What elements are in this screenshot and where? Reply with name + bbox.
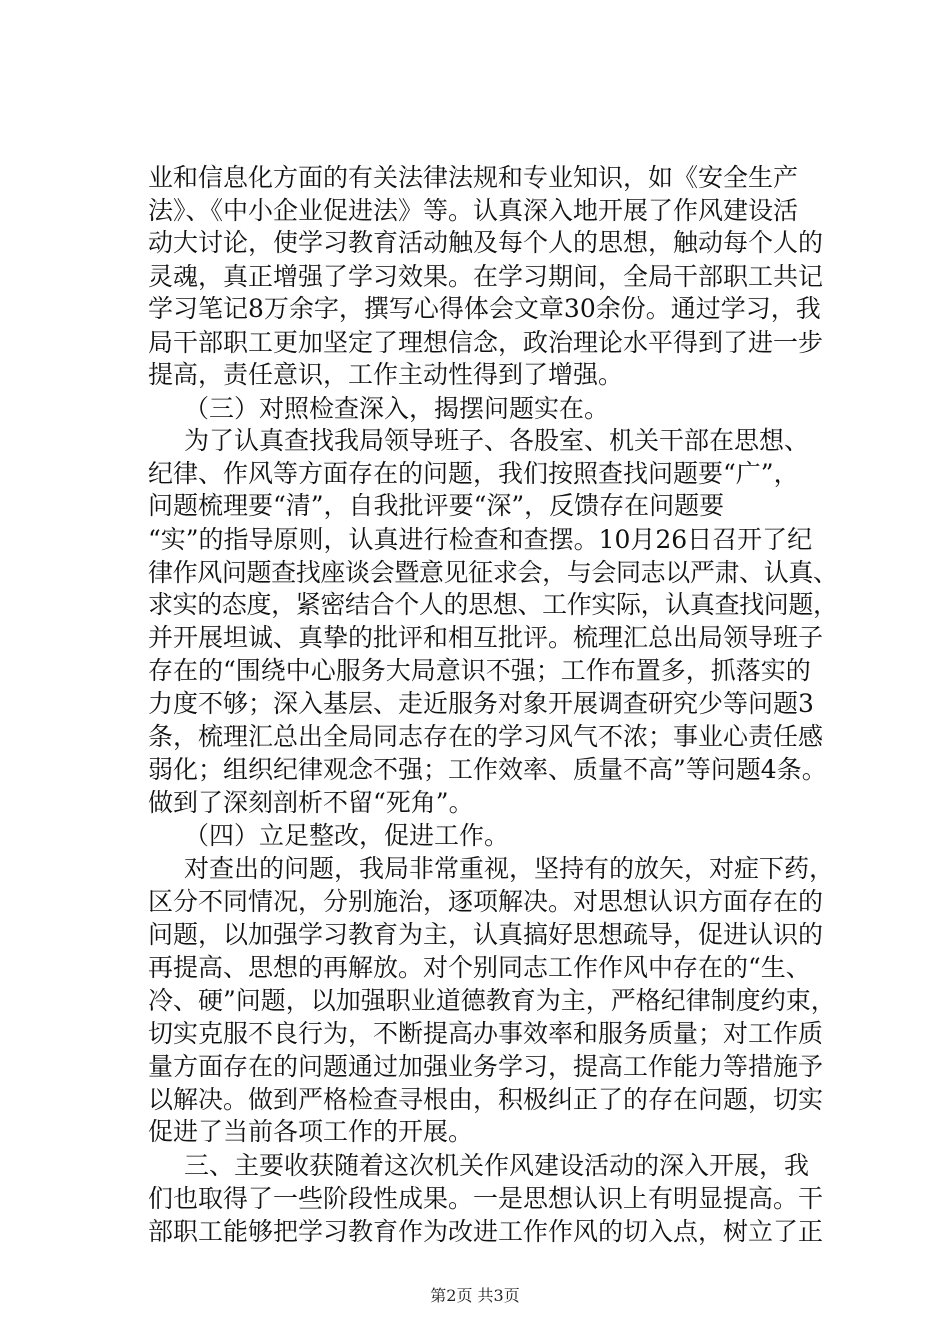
- text-line: 纪律、作风等方面存在的问题，我们按照查找问题要“广”，: [148, 459, 799, 488]
- text-line: （四）立足整改，促进工作。: [184, 821, 510, 850]
- text-line: 并开展坦诚、真挚的批评和相互批评。梳理汇总出局领导班子: [148, 623, 824, 652]
- text-line: 以解决。做到严格检查寻根由，积极纠正了的存在问题，切实: [148, 1085, 824, 1114]
- text-line: 量方面存在的问题通过加强业务学习，提高工作能力等措施予: [148, 1052, 824, 1081]
- text-line: 做到了深刻剖析不留“死角”。: [148, 788, 474, 817]
- page-footer: 第2页 共3页: [430, 1286, 520, 1305]
- text-line: 存在的“围绕中心服务大局意识不强；工作布置多，抓落实的: [148, 656, 811, 685]
- text-line: （三）对照检查深入，揭摆问题实在。: [184, 394, 610, 423]
- text-line: 问题梳理要“清”，自我批评要“深”，反馈存在问题要: [148, 491, 725, 520]
- text-line: 法》、《中小企业促进法》等。认真深入地开展了作风建设活: [148, 196, 799, 225]
- text-line: 区分不同情况，分别施治，逐项解决。对思想认识方面存在的: [148, 887, 824, 916]
- text-line: 对查出的问题，我局非常重视，坚持有的放矢，对症下药，: [184, 854, 835, 883]
- text-line: 条，梳理汇总出全局同志存在的学习风气不浓；事业心责任感: [148, 722, 824, 751]
- text-line: 业和信息化方面的有关法律法规和专业知识，如《安全生产: [148, 163, 799, 192]
- text-line: 促进了当前各项工作的开展。: [148, 1117, 474, 1146]
- text-line: 部职工能够把学习教育作为改进工作作风的切入点，树立了正: [148, 1217, 824, 1246]
- text-line: 学习笔记8万余字，撰写心得体会文章30余份。通过学习，我: [148, 294, 821, 323]
- text-line: 再提高、思想的再解放。对个别同志工作作风中存在的“生、: [148, 953, 811, 982]
- text-line: 灵魂，真正增强了学习效果。在学习期间，全局干部职工共记: [148, 262, 824, 291]
- text-line: 力度不够；深入基层、走近服务对象开展调查研究少等问题3: [148, 689, 814, 718]
- text-line: 们也取得了一些阶段性成果。一是思想认识上有明显提高。干: [148, 1184, 824, 1213]
- text-line: “实”的指导原则，认真进行检查和查摆。10月26日召开了纪: [148, 525, 813, 554]
- text-line: 求实的态度，紧密结合个人的思想、工作实际，认真查找问题，: [148, 590, 838, 619]
- text-line: 冷、硬”问题，以加强职业道德教育为主，严格纪律制度约束，: [148, 986, 836, 1015]
- text-line: 局干部职工更加坚定了理想信念，政治理论水平得到了进一步: [148, 328, 824, 357]
- text-line: 律作风问题查找座谈会暨意见征求会，与会同志以严肃、认真、: [148, 558, 838, 587]
- text-line: 提高，责任意识，工作主动性得到了增强。: [148, 360, 624, 389]
- text-line: 切实克服不良行为，不断提高办事效率和服务质量；对工作质: [148, 1019, 824, 1048]
- text-line: 动大讨论，使学习教育活动触及每个人的思想，触动每个人的: [148, 228, 824, 257]
- text-line: 为了认真查找我局领导班子、各股室、机关干部在思想、: [184, 426, 810, 455]
- text-line: 弱化；组织纪律观念不强；工作效率、质量不高”等问题4条。: [148, 755, 827, 784]
- text-line: 问题，以加强学习教育为主，认真搞好思想疏导，促进认识的: [148, 920, 824, 949]
- text-line: 三、主要收获随着这次机关作风建设活动的深入开展，我: [184, 1151, 810, 1180]
